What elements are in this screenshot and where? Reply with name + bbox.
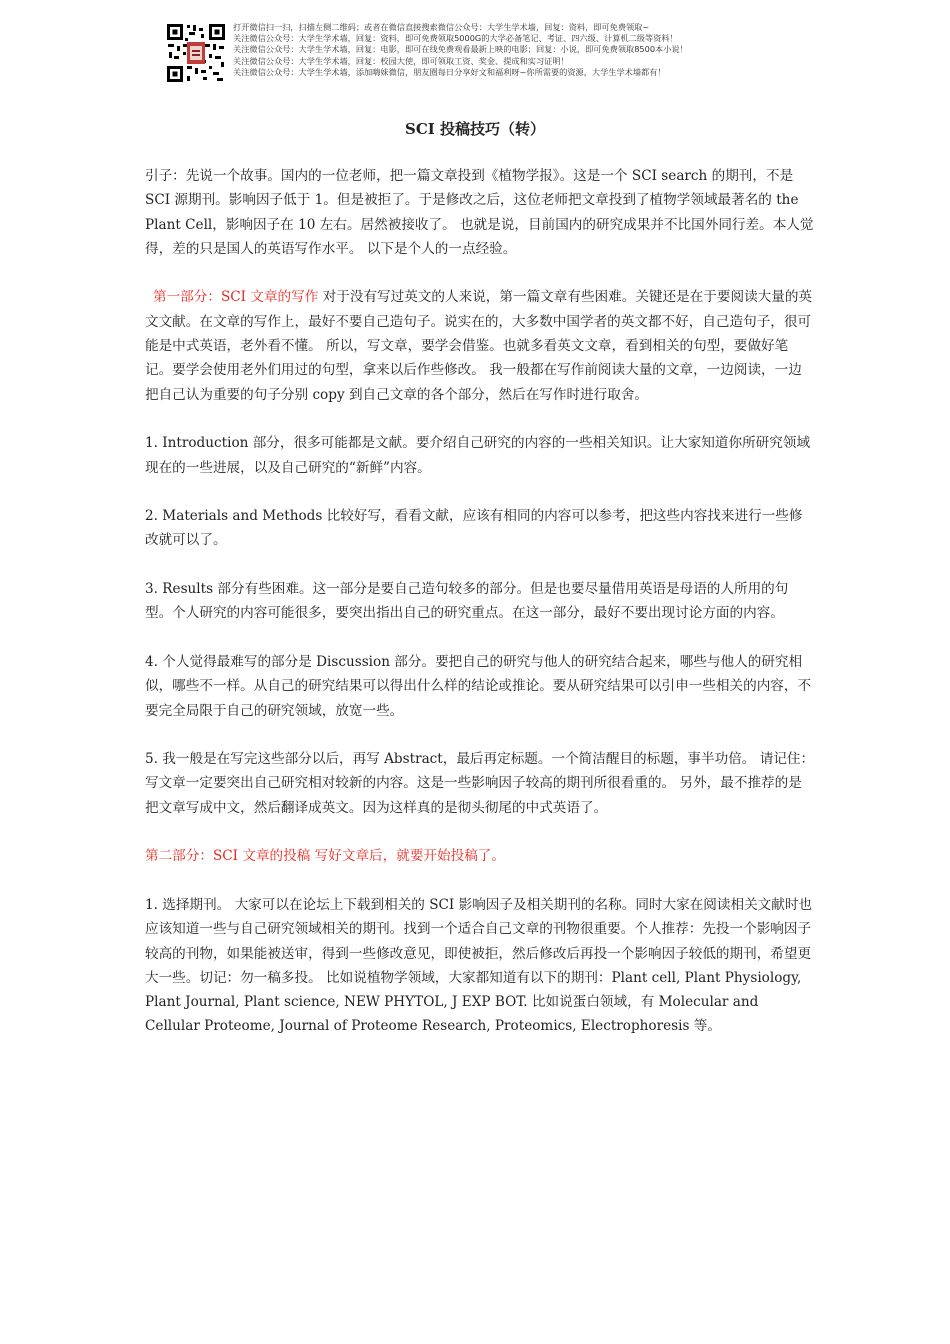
qr-code-icon [165, 22, 227, 84]
part1-paragraph [145, 285, 815, 406]
header-banner [165, 22, 785, 86]
header-line: 关注微信公众号：大学生学术墙，回复：校园大使，即可领取工资、奖金、提成和实习证明！ [233, 55, 569, 66]
header-text [233, 22, 793, 78]
list-item: 4. 个人觉得最难写的部分是 Discussion 部分。要把自己的研究与他人的研究结合起来，哪些与他人的研究相似，哪些不一样。从自己的研究结果可以得出什么样的结论或推论。要从研究结果可以引申一些相关的内容，不要完全局限于自己的研究领域，放宽一些。 [145, 653, 812, 719]
document-title: SCI 投稿技巧（转） [404, 120, 545, 138]
list-item: 3. Results 部分有些困难。这一部分是要自己造句较多的部分。但是也要尽量借用英语是母语的人所用的句型。个人研究的内容可能很多，要突出指出自己的研究重点。在这一部分，最好不要出现讨论方面的内容。 [145, 581, 789, 622]
list-item: 2. Materials and Methods 比较好写，看看文献，应该有相同的内容可以参考，把这些内容找来进行一些修改就可以了。 [145, 508, 803, 549]
part1-text: 对于没有写过英文的人来说，第一篇文章有些困难。关键还是在于要阅读大量的英文文献。在文章的写作上，最好不要自己造句子。说实在的，大多数中国学者的英文都不好，自己造句子，很可能是中式英语，老外看不懂。 所以，写文章，要学会借鉴。也就多看英文文章，看到相关的句型，要做好笔记。要学会使用老外们用过的句型，拿来以后作些修改。 我一般都在写作前阅读大量的文章，一边阅读，一边把自己认为重要的句子分别 copy 到自己文章的各个部分，然后在写作时进行取舍。 [145, 289, 813, 403]
part2-heading: 第二部分：SCI 文章的投稿 写好文章后，就要开始投稿了。 [145, 848, 505, 865]
header-line: 关注微信公众号：大学生学术墙，回复：电影，即可在线免费观看最新上映的电影；回复：小说，即可免费领取8500本小说！ [233, 44, 688, 55]
part1-heading: 第一部分：SCI 文章的写作 [153, 289, 319, 306]
intro-paragraph: 引子：先说一个故事。国内的一位老师，把一篇文章投到《植物学报》。这是一个 SCI search 的期刊，不是 SCI 源期刊。影响因子低于 1。但是被拒了。于是修改之后，这位老师把文章投到了植物学领域最著名的 the Plant Cell，影响因子在 10 左右。居然被接收了。 也就是说，目前国内的研究成果并不比国外同行差。本人觉得，差的只是国人的英语写作水平。 以下是个人的一点经验。 [145, 168, 814, 257]
list-item: 1. 选择期刊。 大家可以在论坛上下载到相关的 SCI 影响因子及相关期刊的名称。同时大家在阅读相关文献时也应该知道一些与自己研究领域相关的期刊。找到一个适合自己文章的刊物很重要。个人推荐：先投一个影响因子较高的刊物，如果能被送审，得到一些修改意见，即使被拒，然后修改后再投一个影响因子较低的期刊，希望更大一些。切记：勿一稿多投。 比如说植物学领域，大家都知道有以下的期刊：Plant cell, Plant Physiology, Plant Journal, Plant science, NEW PHYTOL, J EXP BOT. 比如说蛋白领域，有 Molecular and Cellular Proteome, Journal of Proteome Research, Proteomics, Electrophoresis 等。 [145, 896, 813, 1035]
header-line: 关注微信公众号：大学生学术墙，添加嗨妹微信，朋友圈每日分享好文和福利呀~你所需要的资源，大学生学术墙都有！ [233, 66, 666, 77]
list-item: 5. 我一般是在写完这些部分以后，再写 Abstract，最后再定标题。一个简洁醒目的标题，事半功倍。 请记住：写文章一定要突出自己研究相对较新的内容。这是一些影响因子较高的期刊所很看重的。 另外，最不推荐的是把文章写成中文，然后翻译成英文。因为这样真的是彻头彻尾的中式英语了。 [145, 751, 815, 816]
list-item: 1. Introduction 部分，很多可能都是文献。要介绍自己研究的内容的一些相关知识。让大家知道你所研究领域现在的一些进展，以及自己研究的“新鲜”内容。 [145, 435, 811, 476]
document-body [145, 164, 815, 1063]
header-line: 关注微信公众号：大学生学术墙，回复：资料，即可免费领取5000G的大学必备笔记、考证、四六级、计算机二级等资料！ [233, 33, 678, 44]
header-line: 打开微信扫一扫，扫描左侧二维码；或者在微信直接搜索微信公众号：大学生学术墙，回复：资料，即可免费领取~ [233, 22, 650, 32]
